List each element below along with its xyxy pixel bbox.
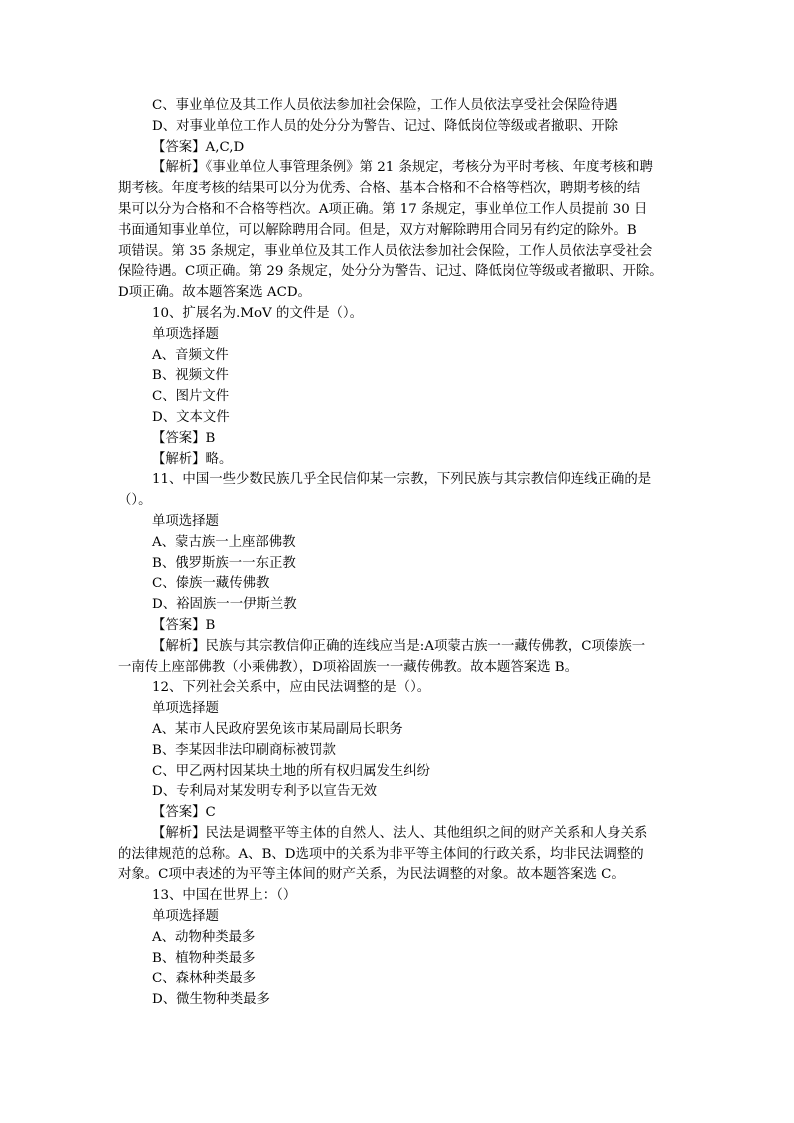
text-line: 【解析】略。 <box>152 451 233 467</box>
text-line: C、森林种类最多 <box>152 971 256 987</box>
text-line: C、事业单位及其工作人员依法参加社会保险，工作人员依法享受社会保险待遇 <box>152 98 618 113</box>
text-line: 【答案】B <box>152 430 216 446</box>
text-line: C、甲乙两村因某块土地的所有权归属发生纠纷 <box>152 763 431 779</box>
text-line: D、对事业单位工作人员的处分分为警告、记过、降低岗位等级或者撤职、开除 <box>152 118 619 134</box>
text-line: 【答案】C <box>152 805 216 821</box>
text-line: A、蒙古族一上座部佛教 <box>152 534 296 550</box>
text-line: D、微生物种类最多 <box>152 992 270 1008</box>
text-line: B、植物种类最多 <box>152 950 256 966</box>
text-line: 对象。C项中表述的为平等主体间的财产关系，为民法调整的对象。故本题答案选 C。 <box>118 867 625 883</box>
text-line: 10、扩展名为.MoV 的文件是（）。 <box>152 305 363 321</box>
text-line: 期考核。年度考核的结果可以分为优秀、合格、基本合格和不合格等档次，聘期考核的结 <box>118 181 641 197</box>
text-line: 果可以分为合格和不合格等档次。A项正确。第 17 条规定，事业单位工作人员提前 30 日 <box>118 201 648 217</box>
text-line: 书面通知事业单位，可以解除聘用合同。但是，双方对解除聘用合同另有约定的除外。B <box>118 222 637 238</box>
text-line: 单项选择题 <box>152 326 219 342</box>
text-line: 一南传上座部佛教（小乘佛教），D项裕固族一一藏传佛教。故本题答案选 B。 <box>118 659 579 675</box>
text-line: 保险待遇。C项正确。第 29 条规定，处分分为警告、记过、降低岗位等级或者撤职、开除。 <box>118 264 663 280</box>
text-line: B、李某因非法印刷商标被罚款 <box>152 742 336 758</box>
text-line: 【答案】B <box>152 617 216 633</box>
text-line: C、图片文件 <box>152 389 230 405</box>
text-line: 单项选择题 <box>152 513 219 529</box>
text-line: C、傣族一藏传佛教 <box>152 576 270 592</box>
text-line: D、文本文件 <box>152 409 230 425</box>
text-line: D项正确。故本题答案选 ACD。 <box>118 285 311 301</box>
text-line: 单项选择题 <box>152 701 219 717</box>
text-line: 单项选择题 <box>152 909 219 925</box>
text-line: 【解析】民族与其宗教信仰正确的连线应当是:A项蒙古族一一藏传佛教，C项傣族一 <box>152 638 646 654</box>
text-line: B、俄罗斯族一一东正教 <box>152 555 296 571</box>
text-line: A、动物种类最多 <box>152 929 256 945</box>
text-line: A、某市人民政府罢免该市某局副局长职务 <box>152 721 403 737</box>
text-line: D、专利局对某发明专利予以宣告无效 <box>152 784 377 800</box>
text-line: 项错误。第 35 条规定，事业单位及其工作人员依法参加社会保险，工作人员依法享受社会 <box>118 243 653 259</box>
document-body <box>118 96 680 1011</box>
text-line: B、视频文件 <box>152 368 229 384</box>
text-line: 的法律规范的总称。A、B、D选项中的关系为非平等主体间的行政关系，均非民法调整的 <box>118 846 644 862</box>
text-line: 【解析】《事业单位人事管理条例》第 21 条规定，考核分为平时考核、年度考核和聘 <box>152 160 653 176</box>
text-line: D、裕固族一一伊斯兰教 <box>152 597 297 613</box>
text-line: 【答案】A,C,D <box>152 139 245 155</box>
text-line: （）。 <box>118 493 152 509</box>
text-line: 12、下列社会关系中，应由民法调整的是（）。 <box>152 680 431 696</box>
text-line: 13、中国在世界上：（） <box>152 888 297 904</box>
text-line: 【解析】民法是调整平等主体的自然人、法人、其他组织之间的财产关系和人身关系 <box>152 825 648 841</box>
text-line: A、音频文件 <box>152 347 229 363</box>
text-line: 11、中国一些少数民族几乎全民信仰某一宗教，下列民族与其宗教信仰连线正确的是 <box>152 472 652 488</box>
